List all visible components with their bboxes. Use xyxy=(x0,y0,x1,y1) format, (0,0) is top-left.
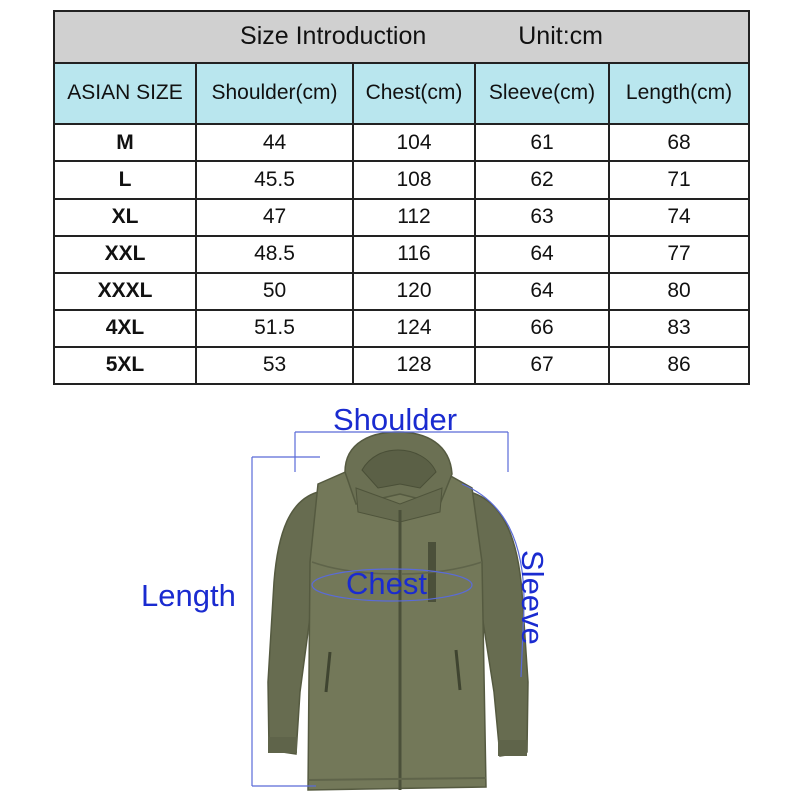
table-row xyxy=(54,310,749,347)
sleeve-label: Sleeve xyxy=(515,550,550,645)
sleeve-cell: 66 xyxy=(475,310,609,347)
shoulder-cell: 47 xyxy=(196,199,353,236)
length-cell: 83 xyxy=(609,310,749,347)
size-cell: 5XL xyxy=(54,347,196,384)
chest-cell: 124 xyxy=(353,310,475,347)
chest-label: Chest xyxy=(346,566,427,601)
sleeve-cell: 63 xyxy=(475,199,609,236)
jacket-image xyxy=(268,432,528,790)
chest-cell: 104 xyxy=(353,124,475,161)
header-chest: Chest(cm) xyxy=(353,63,475,125)
table-row xyxy=(54,124,749,161)
size-cell: 4XL xyxy=(54,310,196,347)
table-row xyxy=(54,347,749,384)
size-table xyxy=(53,10,750,385)
length-cell: 68 xyxy=(609,124,749,161)
length-cell: 77 xyxy=(609,236,749,273)
header-sleeve: Sleeve(cm) xyxy=(475,63,609,125)
measurement-diagram xyxy=(0,392,800,800)
size-cell: M xyxy=(54,124,196,161)
size-cell: XL xyxy=(54,199,196,236)
table-title-cell xyxy=(54,11,749,63)
chest-cell: 128 xyxy=(353,347,475,384)
table-unit: Unit:cm xyxy=(518,22,603,51)
table-title-row xyxy=(54,11,749,63)
table-row xyxy=(54,199,749,236)
length-cell: 71 xyxy=(609,161,749,198)
length-label: Length xyxy=(141,578,236,613)
header-size: ASIAN SIZE xyxy=(54,63,196,125)
shoulder-cell: 50 xyxy=(196,273,353,310)
sleeve-cell: 64 xyxy=(475,236,609,273)
chest-cell: 116 xyxy=(353,236,475,273)
shoulder-cell: 53 xyxy=(196,347,353,384)
sleeve-cell: 67 xyxy=(475,347,609,384)
shoulder-label: Shoulder xyxy=(333,402,458,437)
chest-cell: 108 xyxy=(353,161,475,198)
sleeve-cell: 61 xyxy=(475,124,609,161)
shoulder-cell: 51.5 xyxy=(196,310,353,347)
length-cell: 86 xyxy=(609,347,749,384)
sleeve-cell: 62 xyxy=(475,161,609,198)
chest-cell: 120 xyxy=(353,273,475,310)
table-row xyxy=(54,236,749,273)
size-cell: XXL xyxy=(54,236,196,273)
table-row xyxy=(54,273,749,310)
size-cell: L xyxy=(54,161,196,198)
length-cell: 80 xyxy=(609,273,749,310)
shoulder-cell: 48.5 xyxy=(196,236,353,273)
table-title: Size Introduction xyxy=(240,22,427,51)
shoulder-cell: 44 xyxy=(196,124,353,161)
size-cell: XXXL xyxy=(54,273,196,310)
chest-cell: 112 xyxy=(353,199,475,236)
sleeve-cell: 64 xyxy=(475,273,609,310)
shoulder-cell: 45.5 xyxy=(196,161,353,198)
header-length: Length(cm) xyxy=(609,63,749,125)
table-row xyxy=(54,161,749,198)
length-cell: 74 xyxy=(609,199,749,236)
header-shoulder: Shoulder(cm) xyxy=(196,63,353,125)
table-header-row xyxy=(54,63,749,125)
